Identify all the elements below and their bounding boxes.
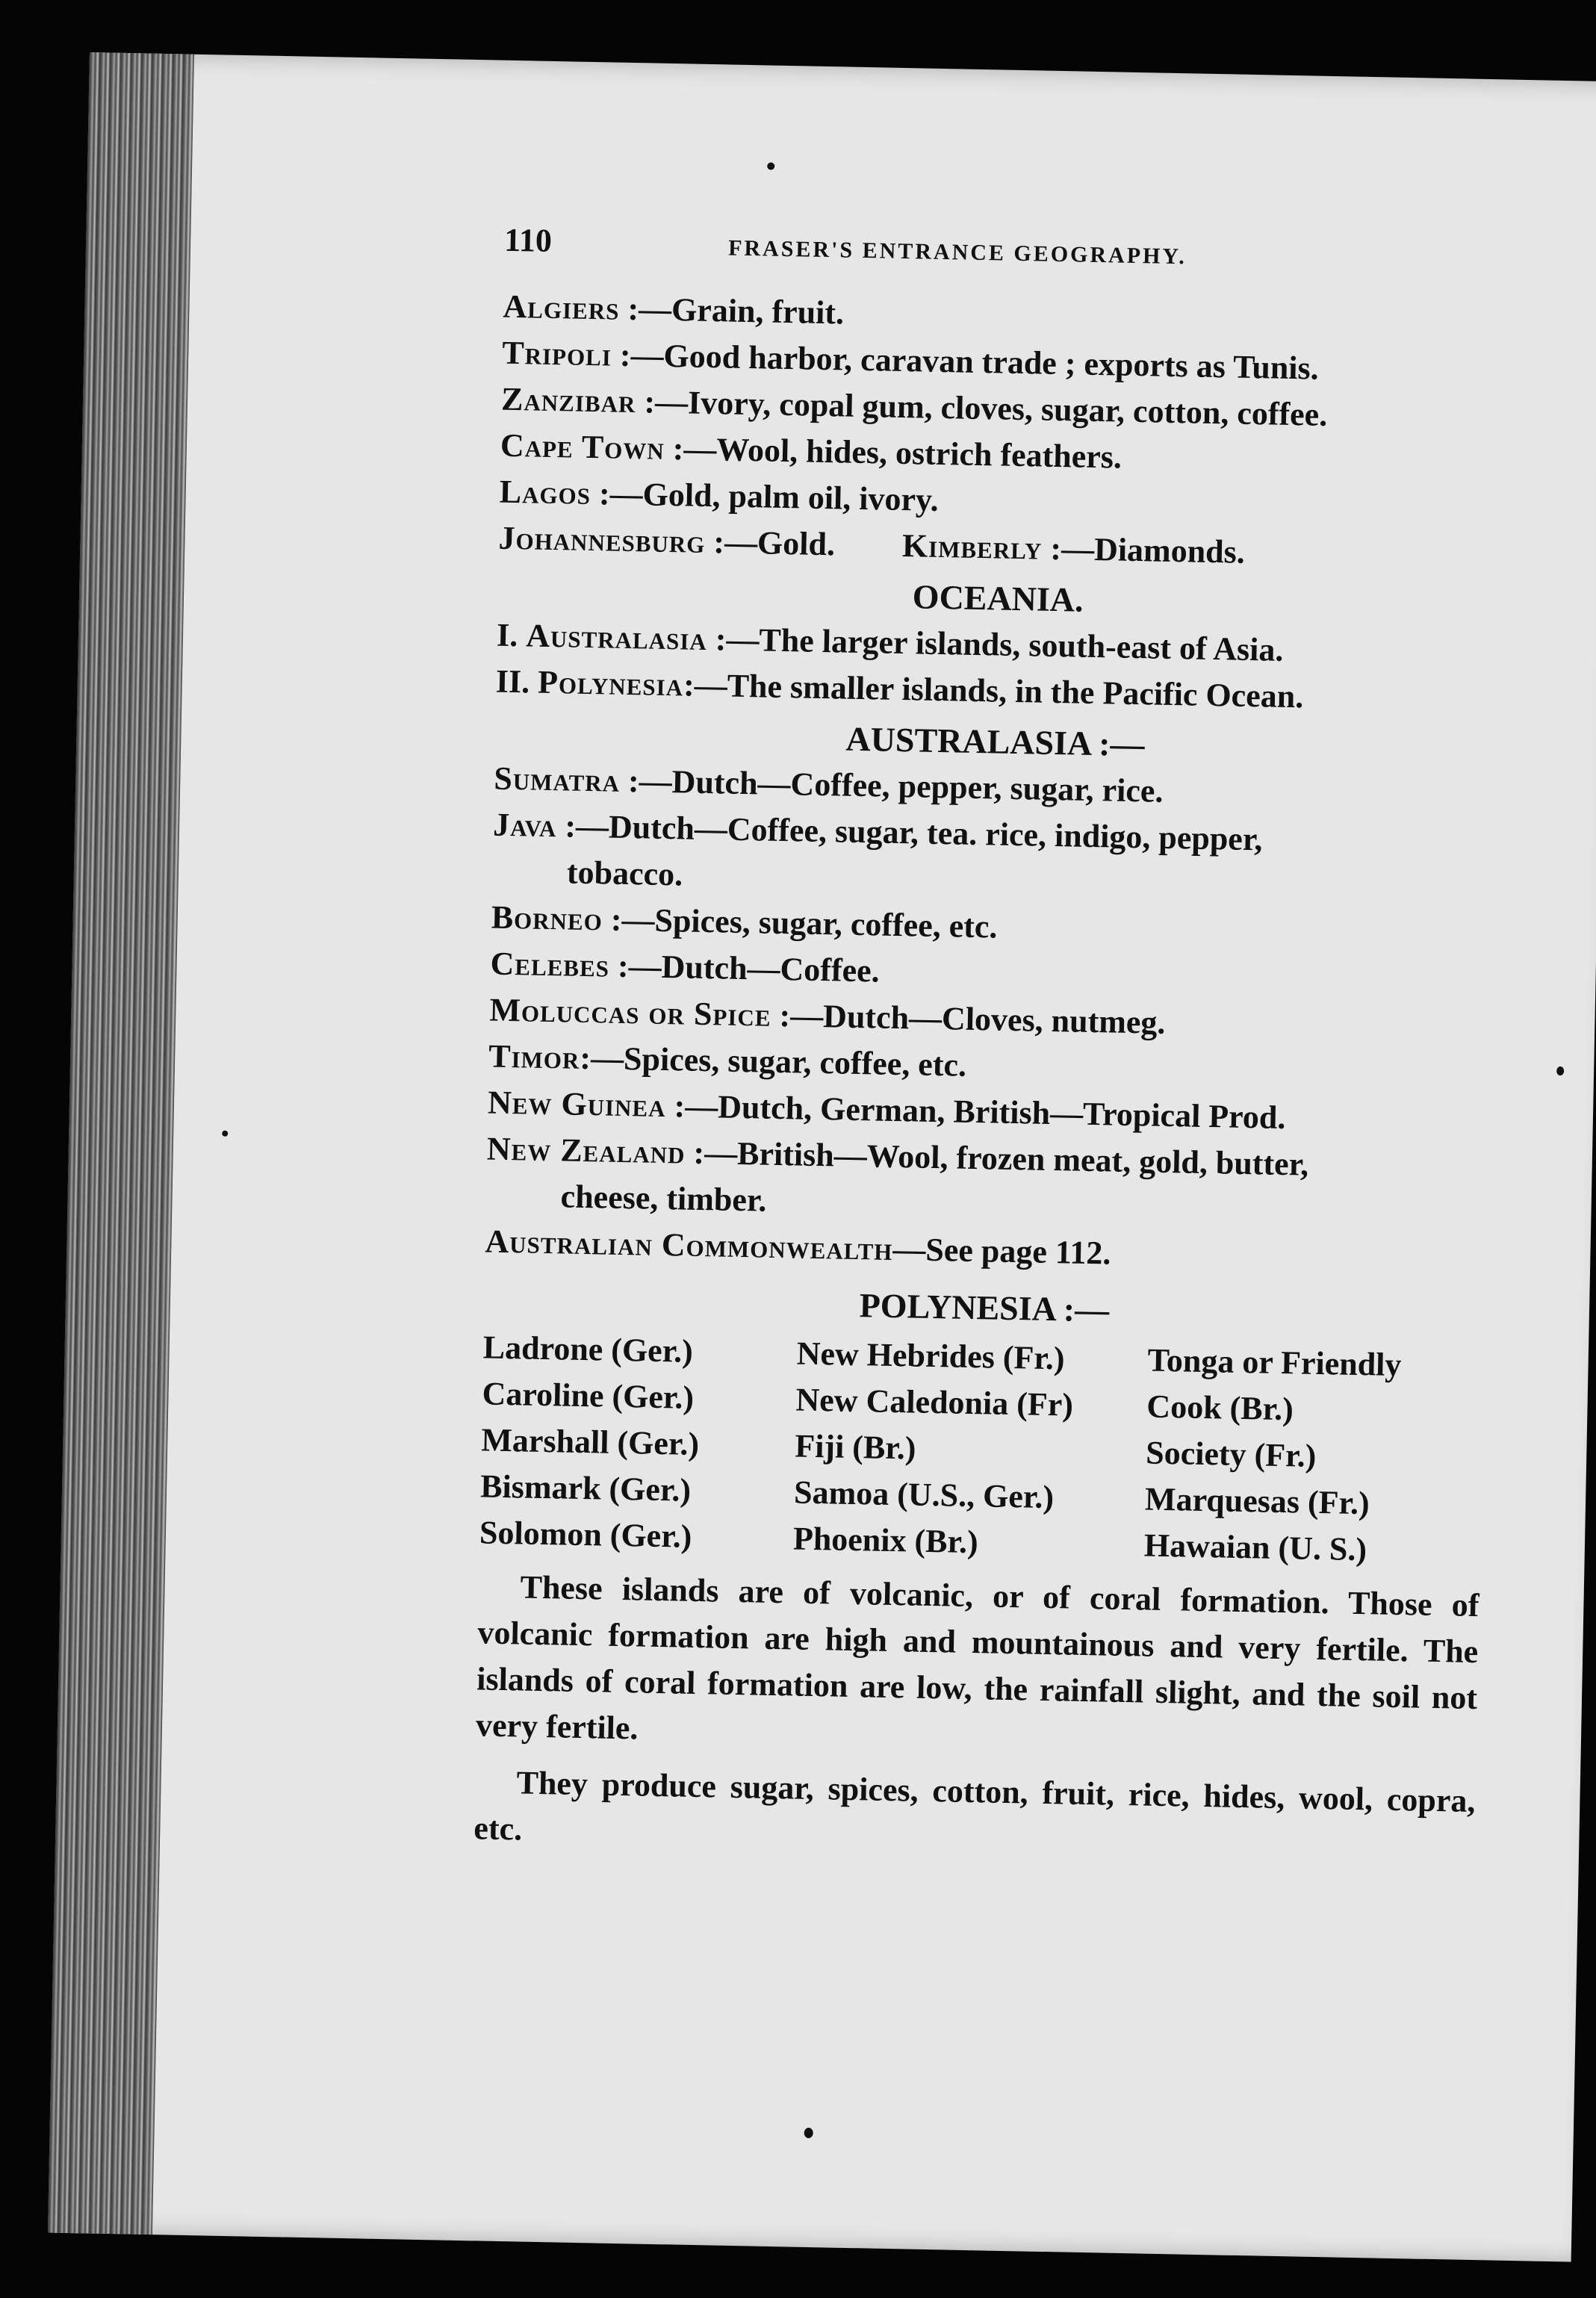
island-cell: Samoa (U.S., Ger.) (793, 1473, 1055, 1516)
entry-java-continued: tobacco. (566, 854, 683, 893)
ink-speck (804, 2128, 813, 2138)
entry-text: :—Diamonds. (1041, 530, 1246, 571)
division-number: I. (496, 616, 518, 654)
heading-polynesia: POLYNESIA :— (859, 1286, 1110, 1329)
page-number: 110 (503, 221, 553, 259)
running-head (504, 217, 1506, 287)
place-name: Cape Town (500, 426, 665, 467)
ink-speck (222, 1131, 228, 1137)
polynesia-island-table (479, 1324, 1484, 1575)
island-cell: Fiji (Br.) (794, 1427, 916, 1467)
place-name: Tripoli (501, 334, 612, 373)
entry-new-zealand-continued: cheese, timber. (560, 1178, 767, 1219)
entry-johannesburg (498, 515, 836, 568)
page-text (473, 217, 1506, 1871)
place-name: Zanzibar (500, 380, 636, 420)
island-cell: Caroline (Ger.) (482, 1375, 695, 1416)
entry-text: :—Gold. (704, 523, 836, 563)
island-cell: Solomon (Ger.) (479, 1514, 692, 1555)
place-name: Algiers (503, 288, 620, 327)
place-name: Java (492, 806, 557, 845)
entry-text: :—Ivory, copal gum, cloves, sugar, cotton, coffee. (636, 383, 1328, 433)
entry-text: :—Dutch—Coffee, pepper, sugar, rice. (619, 762, 1164, 810)
paragraph-products: They produce sugar, spices, cotton, fruit, rice, hides, wool, copra, etc. (473, 1764, 1476, 1848)
island-cell: Marshall (Ger.) (480, 1421, 700, 1463)
island-cell: Bismark (Ger.) (479, 1468, 692, 1509)
entry-text: :—Spices, sugar, coffee, etc. (579, 1039, 967, 1084)
ink-speck (767, 162, 774, 170)
entry-text: :—Grain, fruit. (619, 290, 845, 332)
place-name: Australian Commonwealth (485, 1223, 893, 1267)
place-name: Lagos (499, 473, 591, 512)
book-page (48, 52, 1596, 2262)
island-cell: Marquesas (Fr.) (1144, 1480, 1370, 1522)
island-cell: New Hebrides (Fr.) (796, 1335, 1065, 1377)
island-cell: Society (Fr.) (1145, 1434, 1317, 1474)
book-spine-edge (48, 52, 194, 2235)
island-cell: Tonga or Friendly (1147, 1341, 1402, 1384)
island-cell: Cook (Br.) (1146, 1388, 1294, 1428)
island-cell: New Caledonia (Fr) (795, 1381, 1074, 1423)
entry-text: :—Spices, sugar, coffee, etc. (602, 901, 998, 945)
entry-text: :—British—Wool, frozen meat, gold, butter, (685, 1134, 1309, 1183)
place-name: Sumatra (493, 760, 621, 799)
entry-kimberly (901, 523, 1245, 576)
place-name: Johannesburg (498, 519, 706, 560)
place-name: Australasia (525, 617, 708, 658)
entry-text: :—Good harbor, caravan trade ; exports as Tunis. (611, 336, 1320, 387)
entry-text: :—Dutch—Cloves, nutmeg. (771, 996, 1166, 1041)
place-name: Polynesia (537, 663, 684, 704)
entry-text: :—Dutch, German, British—Tropical Prod. (665, 1087, 1286, 1137)
entry-text: :—The larger islands, south-east of Asia. (707, 621, 1284, 668)
entry-text: —See page 112. (892, 1230, 1111, 1272)
division-number: II. (495, 662, 530, 701)
entry-text: :—Gold, palm oil, ivory. (590, 474, 940, 518)
place-name: Celebes (490, 945, 610, 984)
island-cell: Ladrone (Ger.) (482, 1329, 694, 1370)
entry-text: :—Wool, hides, ostrich feathers. (664, 429, 1123, 476)
heading-australasia: AUSTRALASIA :— (845, 719, 1145, 764)
place-name: Borneo (491, 898, 603, 938)
entry-text: :—Dutch—Coffee. (609, 947, 881, 990)
island-cell: Hawaian (U. S.) (1143, 1527, 1367, 1568)
place-name: Moluccas or Spice (489, 991, 772, 1034)
place-name: Kimberly (901, 527, 1043, 567)
place-name: New Zealand (486, 1130, 686, 1171)
paragraph-formation: These islands are of volcanic, or of coral formation. Those of volcanic formation are high and mountainous and very fertile. The islands of coral formation are low, the rainfall slight, and the soil not very fertile. (475, 1568, 1479, 1747)
entry-text: :—The smaller islands, in the Pacific Ocean. (683, 666, 1304, 715)
entry-text: :—Dutch—Coffee, sugar, tea. rice, indigo, pepper, (556, 807, 1263, 858)
book-title: FRASER'S ENTRANCE GEOGRAPHY. (727, 235, 1187, 270)
ink-speck (1556, 1066, 1564, 1075)
place-name: Timor (488, 1037, 580, 1076)
heading-oceania: OCEANIA. (912, 577, 1084, 619)
island-cell: Phoenix (Br.) (792, 1520, 979, 1561)
place-name: New Guinea (487, 1084, 667, 1125)
